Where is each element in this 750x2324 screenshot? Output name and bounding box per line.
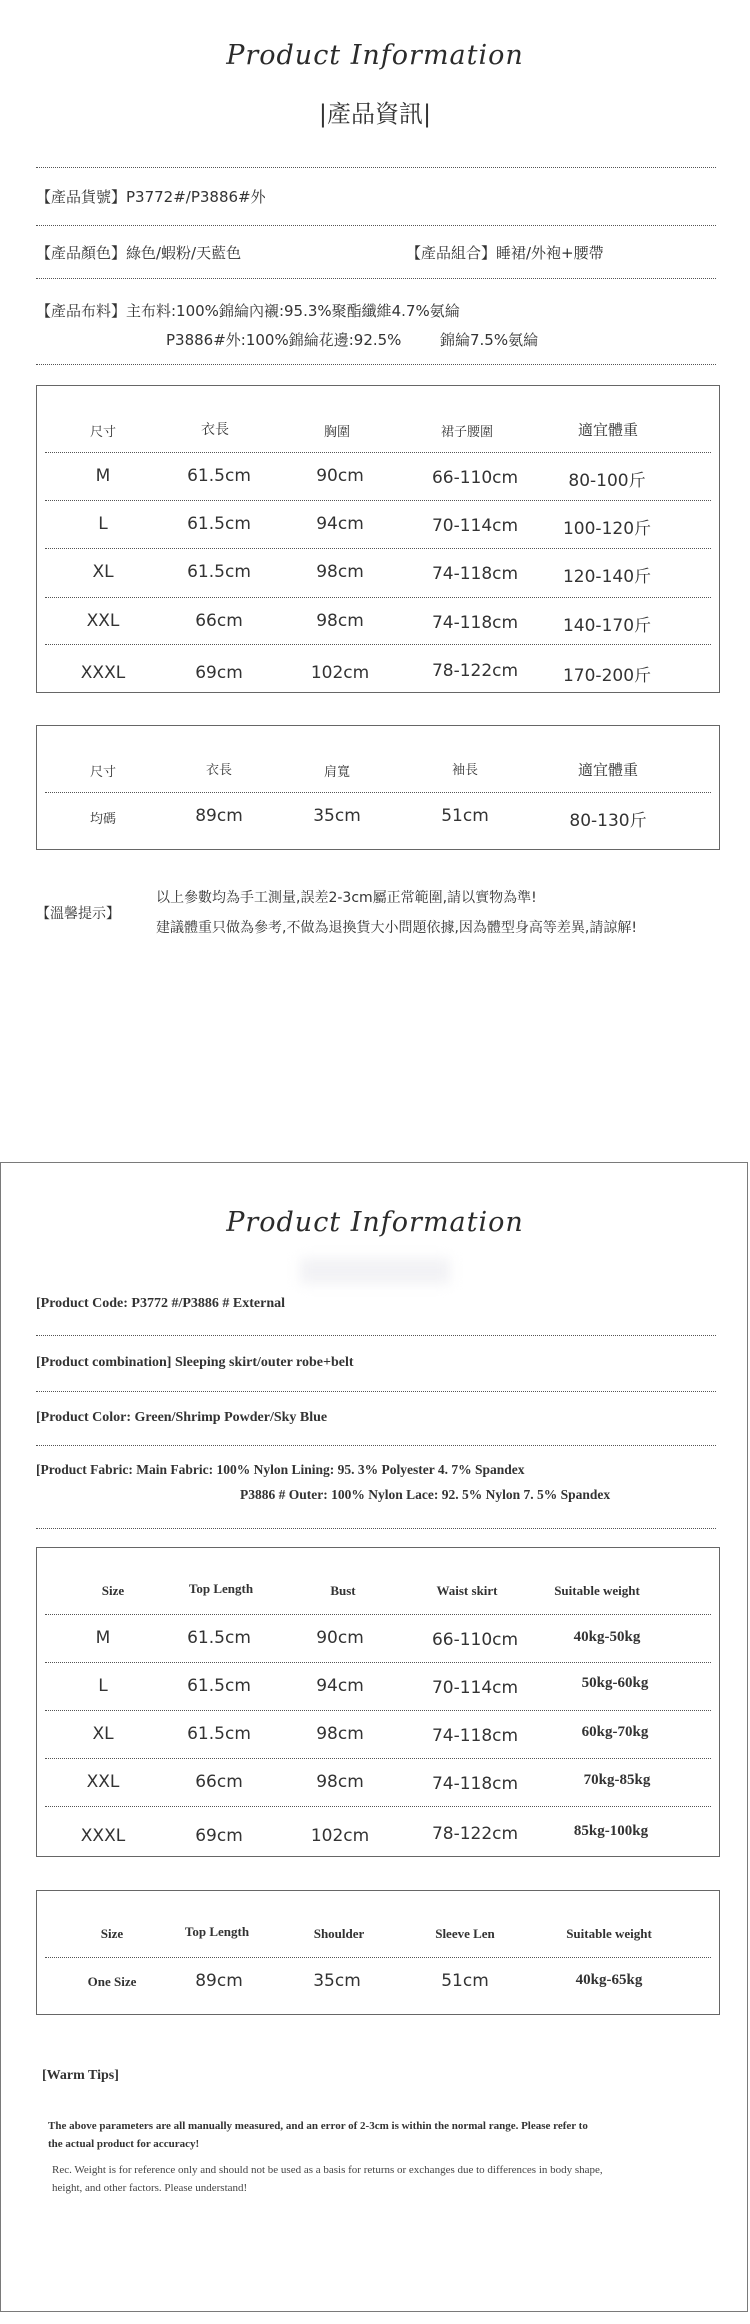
product-code: 【產品貨號】P3772#/P3886#外 <box>36 188 266 206</box>
cell-weight: 70kg-85kg <box>583 1772 651 1788</box>
cell-bust: 102cm <box>310 663 370 683</box>
size-table <box>36 385 720 693</box>
header-size: Size <box>100 1926 124 1941</box>
cell-size: L <box>98 1676 108 1696</box>
cell-waist: 70-114cm <box>431 1678 519 1698</box>
cell-length: 61.5cm <box>187 466 251 486</box>
header-size: 尺寸 <box>89 765 117 780</box>
cell-bust: 94cm <box>316 1676 364 1696</box>
row-divider <box>45 597 711 598</box>
header-weight: Suitable weight <box>566 1926 652 1941</box>
cell-weight: 40kg-50kg <box>573 1629 641 1645</box>
cell-length: 66cm <box>195 611 243 631</box>
row-divider <box>45 548 711 549</box>
cell-size: XL <box>92 1724 114 1744</box>
cell-length: 61.5cm <box>187 562 251 582</box>
tips-label: 【溫馨提示】 <box>36 906 120 922</box>
product-color: [Product Color: Green/Shrimp Powder/Sky Blue <box>36 1410 328 1425</box>
header-shoulder: 肩寬 <box>323 765 351 780</box>
product-fabric-line1: [Product Fabric: Main Fabric: 100% Nylon Lining: 95. 3% Polyester 4. 7% Spandex <box>36 1462 525 1477</box>
cell-waist: 78-122cm <box>431 661 519 681</box>
cell-bust: 98cm <box>316 611 364 631</box>
cell-length: 61.5cm <box>187 514 251 534</box>
cell-waist: 66-110cm <box>431 468 519 488</box>
divider <box>36 225 716 226</box>
cell-length: 61.5cm <box>187 1724 251 1744</box>
cell-length: 69cm <box>195 1826 243 1846</box>
product-code: [Product Code: P3772 #/P3886 # External <box>36 1296 285 1311</box>
header-sleeve: Sleeve Len <box>435 1926 495 1941</box>
divider <box>36 1445 716 1446</box>
divider <box>36 1335 716 1336</box>
divider <box>36 1391 716 1392</box>
cell-length: 89cm <box>195 806 243 826</box>
cell-weight: 170-200斤 <box>562 666 652 686</box>
cell-size: 均碼 <box>89 812 117 827</box>
cell-length: 69cm <box>195 663 243 683</box>
size-table-one-size <box>36 725 720 850</box>
script-title: Product Information <box>226 40 524 71</box>
header-size: 尺寸 <box>89 425 117 440</box>
header-length: Top Length <box>184 1924 250 1939</box>
cell-bust: 98cm <box>316 1772 364 1792</box>
tips-line2: Rec. Weight is for reference only and should not be used as a basis for returns or exchanges due to differences in body shape, <box>52 2164 603 2176</box>
divider <box>36 1528 716 1529</box>
cell-bust: 94cm <box>316 514 364 534</box>
product-fabric-line2a: P3886#外:100%錦綸花邊:92.5% <box>166 331 402 349</box>
product-color: 【產品顏色】綠色/蝦粉/天藍色 <box>36 244 242 262</box>
header-bust: Bust <box>330 1583 356 1598</box>
cell-bust: 102cm <box>310 1826 370 1846</box>
header-size: Size <box>101 1583 125 1598</box>
cell-sleeve: 51cm <box>441 1971 489 1991</box>
cell-size: M <box>95 1628 111 1648</box>
row-divider <box>45 452 711 453</box>
cell-length: 89cm <box>195 1971 243 1991</box>
cell-bust: 98cm <box>316 1724 364 1744</box>
cell-size: One Size <box>87 1974 137 1989</box>
header-weight: 適宜體重 <box>577 761 639 779</box>
cell-size: M <box>95 466 111 486</box>
row-divider <box>45 644 711 645</box>
cell-length: 66cm <box>195 1772 243 1792</box>
tips-label: [Warm Tips] <box>42 2068 119 2083</box>
cell-weight: 85kg-100kg <box>573 1823 649 1839</box>
cell-waist: 78-122cm <box>431 1824 519 1844</box>
row-divider <box>45 1758 711 1759</box>
blurred-title <box>300 1258 450 1284</box>
row-divider <box>45 500 711 501</box>
header-length: Top Length <box>188 1581 254 1596</box>
tips-line1: 以上參數均為手工測量,誤差2-3cm屬正常範圍,請以實物為準! <box>156 890 537 906</box>
row-divider <box>45 1957 711 1958</box>
cell-weight: 120-140斤 <box>562 567 652 587</box>
cell-shoulder: 35cm <box>313 1971 361 1991</box>
cell-weight: 50kg-60kg <box>581 1675 649 1691</box>
product-fabric-line2: P3886 # Outer: 100% Nylon Lace: 92. 5% Nylon 7. 5% Spandex <box>240 1487 611 1502</box>
header-shoulder: Shoulder <box>313 1926 365 1941</box>
header-length: 衣長 <box>201 422 229 438</box>
product-fabric-line2b: 錦綸7.5%氨綸 <box>440 331 539 349</box>
header-weight: 適宜體重 <box>577 421 639 439</box>
script-title: Product Information <box>226 1207 524 1238</box>
cell-bust: 98cm <box>316 562 364 582</box>
cell-waist: 74-118cm <box>431 564 519 584</box>
tips-line1: The above parameters are all manually measured, and an error of 2-3cm is within the normal range. Please refer to <box>48 2120 588 2132</box>
cell-size: XL <box>92 562 114 582</box>
cell-weight: 140-170斤 <box>562 616 652 636</box>
cell-size: XXXL <box>80 663 126 683</box>
header-waist: 裙子腰圍 <box>440 425 494 440</box>
cell-length: 61.5cm <box>187 1628 251 1648</box>
product-combo: [Product combination] Sleeping skirt/outer robe+belt <box>36 1355 354 1370</box>
cell-weight: 80-100斤 <box>568 471 646 491</box>
row-divider <box>45 1662 711 1663</box>
cell-waist: 74-118cm <box>431 613 519 633</box>
row-divider <box>45 1614 711 1615</box>
cell-size: XXXL <box>80 1826 126 1846</box>
header-length: 衣長 <box>205 763 233 778</box>
cell-waist: 74-118cm <box>431 1774 519 1794</box>
cell-shoulder: 35cm <box>313 806 361 826</box>
cell-bust: 90cm <box>316 466 364 486</box>
row-divider <box>45 1710 711 1711</box>
cell-weight: 60kg-70kg <box>581 1724 649 1740</box>
cell-size: L <box>98 514 108 534</box>
header-sleeve: 袖長 <box>451 763 479 778</box>
tips-line2b: height, and other factors. Please understand! <box>52 2182 248 2194</box>
product-combo: 【產品組合】睡裙/外袍+腰帶 <box>406 244 604 262</box>
tips-line1b: the actual product for accuracy! <box>48 2138 200 2150</box>
cell-weight: 80-130斤 <box>569 811 647 831</box>
cell-bust: 90cm <box>316 1628 364 1648</box>
cell-length: 61.5cm <box>187 1676 251 1696</box>
cell-weight: 100-120斤 <box>562 519 652 539</box>
cell-waist: 66-110cm <box>431 1630 519 1650</box>
cell-sleeve: 51cm <box>441 806 489 826</box>
header-bust: 胸圍 <box>323 425 351 440</box>
divider <box>36 278 716 279</box>
divider <box>36 167 716 168</box>
cell-waist: 74-118cm <box>431 1726 519 1746</box>
row-divider <box>45 1806 711 1807</box>
cell-size: XXL <box>86 1772 120 1792</box>
size-table-one-size <box>36 1890 720 2015</box>
row-divider <box>45 792 711 793</box>
product-fabric-line1: 【產品布料】主布料:100%錦綸內襯:95.3%聚酯纖維4.7%氨綸 <box>36 302 460 320</box>
header-waist: Waist skirt <box>436 1583 498 1598</box>
cell-weight: 40kg-65kg <box>575 1972 643 1988</box>
page-title: |產品資訊| <box>318 100 432 128</box>
tips-line2: 建議體重只做為參考,不做為退換貨大小問題依據,因為體型身高等差異,請諒解! <box>156 920 637 936</box>
header-weight: Suitable weight <box>554 1583 640 1598</box>
divider <box>36 364 716 365</box>
cell-waist: 70-114cm <box>431 516 519 536</box>
cell-size: XXL <box>86 611 120 631</box>
size-table <box>36 1547 720 1857</box>
